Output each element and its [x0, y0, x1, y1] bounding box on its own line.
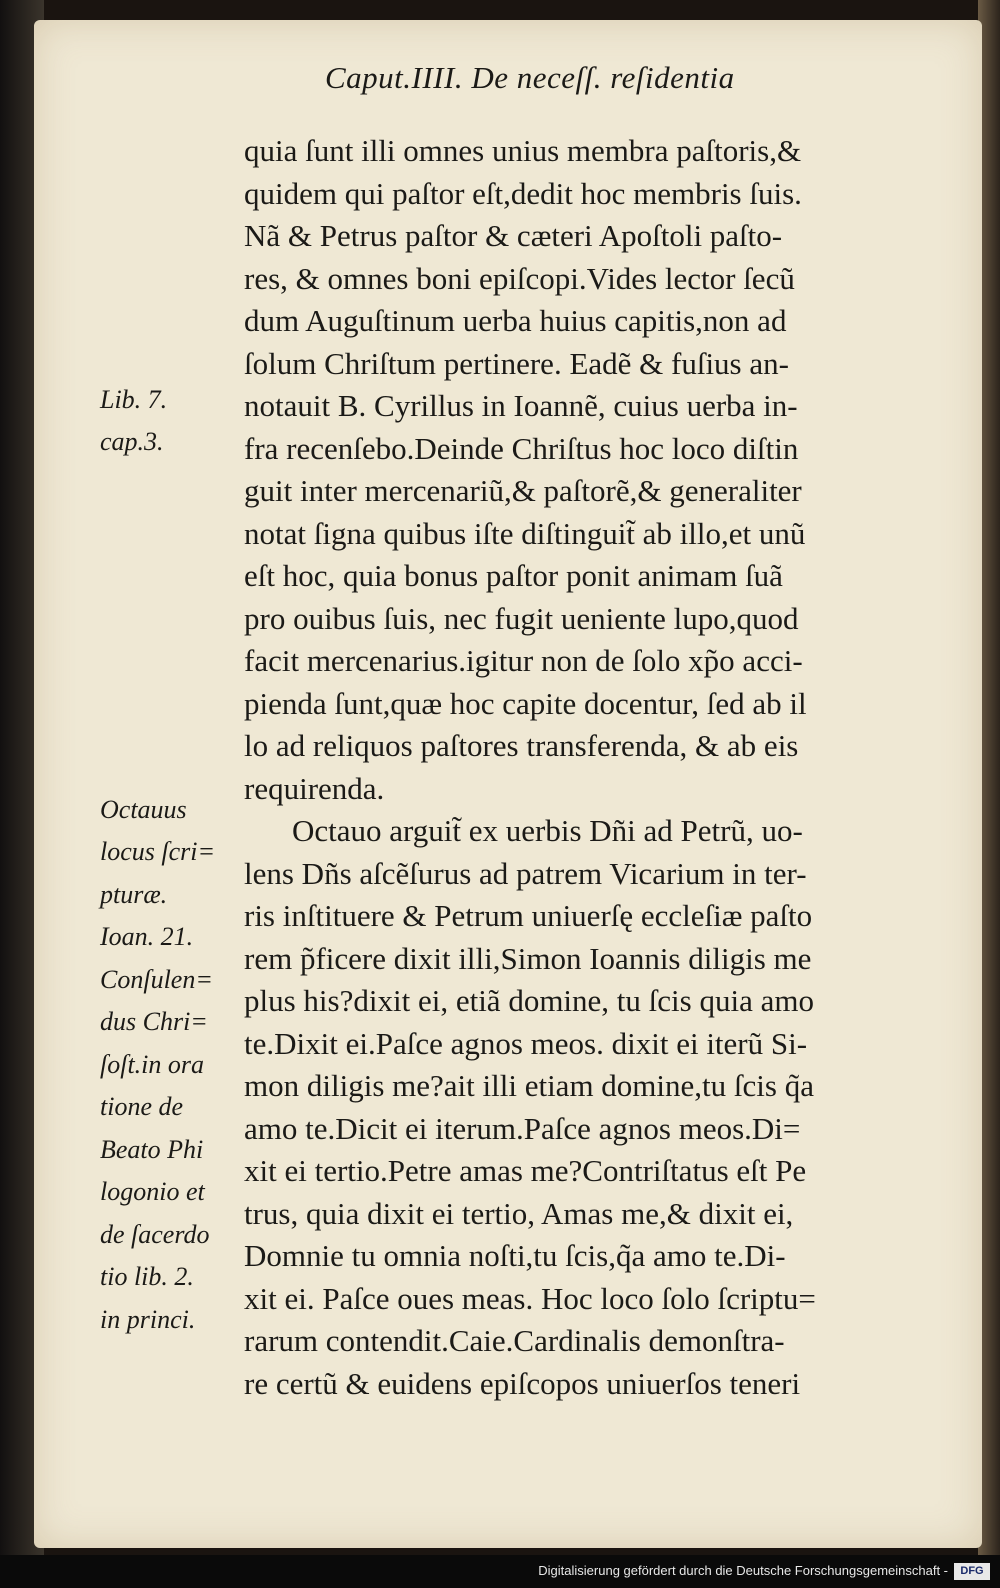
text-line: ris inſtituere & Petrum uniuerſę eccleſiæ paſto [244, 898, 813, 933]
margin-note: tione de [100, 1092, 184, 1121]
text-line: plus his?dixit ei, etiã domine, tu ſcis quia amo [244, 983, 814, 1018]
margin-note: dus Chri= [100, 1007, 208, 1036]
text-line: xit ei. Paſce oues meas. Hoc loco ſolo ſcriptu= [244, 1280, 816, 1316]
margin-note: Conſulen= [100, 965, 213, 994]
margin-note: Lib. 7. [100, 385, 168, 414]
margin-note: locus ſcri= [100, 837, 216, 866]
text-line: Octauo arguit̃ ex uerbis Dñi ad Petrũ, uo- [292, 813, 803, 848]
text-line: pro ouibus ſuis, nec fugit ueniente lupo,quod [244, 600, 799, 636]
margin-note: tio lib. 2. [100, 1262, 194, 1291]
margin-note: Octauus [100, 795, 187, 824]
text-line: lens Dñs aſcẽſurus ad patrem Vicarium in ter- [244, 855, 807, 891]
text-line: guit inter mercenariũ,& paſtorẽ,& generaliter [244, 473, 802, 508]
text-line: dum Auguſtinum uerba huius capitis,non ad [244, 303, 787, 338]
margin-note: logonio et [100, 1177, 205, 1206]
text-line: facit mercenarius.igitur non de ſolo xp̃o acci- [244, 643, 803, 678]
text-line: ſolum Chriſtum pertinere. Eadẽ & fuſius an- [244, 345, 789, 381]
text-line: re certũ & euidens epiſcopos uniuerſos teneri [244, 1365, 801, 1401]
margin-note: Beato Phi [100, 1135, 204, 1164]
margin-note: Ioan. 21. [100, 922, 194, 951]
margin-note: ſoſt.in ora [100, 1050, 205, 1079]
footer-bar [0, 1555, 1000, 1588]
text-line: fra recenſebo.Deinde Chriſtus hoc loco diſtin [244, 430, 799, 466]
margin-note: in princi. [100, 1305, 196, 1334]
text-line: quidem qui paſtor eſt,dedit hoc membris ſuis. [244, 175, 802, 211]
text-line: mon diligis me?ait illi etiam domine,tu ſcis q̃a [244, 1068, 814, 1103]
text-line: amo te.Dicit ei iterum.Paſce agnos meos.Di= [244, 1110, 801, 1146]
running-head: Caput.IIII. De neceſſ. reſidentia [325, 60, 735, 95]
text-line: Domnie tu omnia noſti,tu ſcis,q̃a amo te.Di- [244, 1238, 786, 1273]
body-text [244, 130, 924, 1405]
text-line: te.Dixit ei.Paſce agnos meos. dixit ei iterũ Si- [244, 1025, 808, 1061]
text-line: xit ei tertio.Petre amas me?Contriſtatus eſt Pe [244, 1153, 807, 1188]
text-line: Nã & Petrus paſtor & cæteri Apoſtoli paſto- [244, 218, 783, 253]
text-line: trus, quia dixit ei tertio, Amas me,& dixit ei, [244, 1195, 794, 1231]
margin-note: cap.3. [100, 427, 164, 456]
footer-credit: Digitalisierung gefördert durch die Deutsche Forschungsgemeinschaft - [538, 1563, 948, 1578]
text-line: eſt hoc, quia bonus paſtor ponit animam ſuã [244, 558, 783, 593]
text-line: res, & omnes boni epiſcopi.Vides lector ſecũ [244, 260, 795, 296]
margin-note: pturæ. [100, 880, 168, 909]
text-line: requirenda. [244, 770, 385, 806]
text-line: lo ad reliquos paſtores transferenda, & ab eis [244, 728, 799, 763]
text-line: rarum contendit.Caie.Cardinalis demonſtra- [244, 1323, 785, 1358]
text-line: rem p̃ficere dixit illi,Simon Ioannis diligis me [244, 940, 812, 976]
text-line: quia ſunt illi omnes unius membra paſtoris,& [244, 133, 802, 168]
text-line: notauit B. Cyrillus in Ioannẽ, cuius uerba in- [244, 388, 798, 423]
dfg-logo-icon: DFG [954, 1563, 990, 1580]
text-line: pienda ſunt,quæ hoc capite docentur, ſed ab il [244, 685, 807, 721]
text-line: notat ſigna quibus iſte diſtinguit̃ ab illo,et unũ [244, 515, 806, 551]
margin-note: de ſacerdo [100, 1220, 210, 1249]
